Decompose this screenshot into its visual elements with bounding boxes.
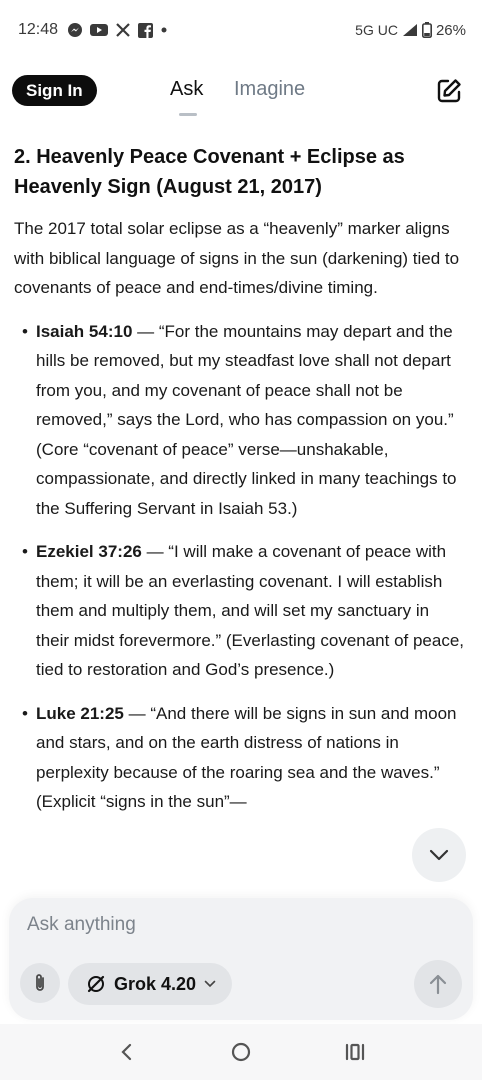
status-time: 12:48 <box>18 21 59 38</box>
dot-icon <box>160 26 168 34</box>
bullet-dot: • <box>22 542 28 561</box>
compose-icon[interactable] <box>435 77 463 105</box>
scroll-down-button[interactable] <box>412 828 466 882</box>
chat-response <box>14 140 466 896</box>
ask-input[interactable] <box>27 910 447 940</box>
paperclip-icon <box>31 972 49 994</box>
verse-text: — “I will make a covenant of peace with them; it will be an everlasting covenant. I will establish them and multiply them, and will set my sanctuary in their midst forevermore.” (Everlasting covenant of peace, tied to restoration and God’s presence.) <box>36 542 465 679</box>
verse-reference: Luke 21:25 <box>36 703 124 723</box>
bullet-dot: • <box>22 703 28 723</box>
status-right <box>355 22 466 39</box>
list-item <box>14 537 466 685</box>
send-button[interactable] <box>414 960 462 1008</box>
messenger-icon <box>67 22 83 38</box>
arrow-up-icon <box>428 973 448 995</box>
home-circle-icon <box>230 1041 252 1063</box>
grok-logo-icon <box>86 974 106 994</box>
network-type: 5G UC <box>355 22 398 38</box>
list-item <box>14 699 466 817</box>
list-item <box>14 317 466 524</box>
tab-imagine[interactable]: Imagine <box>234 78 306 100</box>
verse-reference: Ezekiel 37:26 <box>36 542 142 561</box>
battery-percent: 26% <box>435 21 466 39</box>
bullet-dot: • <box>22 321 28 341</box>
system-nav-bar <box>0 1024 482 1080</box>
bullet-text <box>36 317 466 524</box>
status-left <box>18 21 168 39</box>
app-bar <box>0 68 482 120</box>
back-chevron-icon <box>120 1042 134 1062</box>
youtube-icon <box>90 23 108 37</box>
model-selector[interactable] <box>68 963 232 1005</box>
composer <box>9 898 473 1020</box>
nav-recents-button[interactable] <box>335 1032 375 1072</box>
verse-text: — “And there will be signs in sun and moon and stars, and on the earth distress of nations in perplexity because of the roaring sea and the waves.” (Explicit “signs in the sun”— <box>36 703 457 811</box>
recents-icon <box>344 1042 366 1062</box>
section-title: 2. Heavenly Peace Covenant + Eclipse as Heavenly Sign (August 21, 2017) <box>14 146 405 198</box>
sign-in-button[interactable]: Sign In <box>12 75 97 106</box>
status-bar <box>0 0 482 60</box>
active-tab-indicator <box>179 113 197 116</box>
bullet-text <box>36 537 466 685</box>
intro-paragraph: The 2017 total solar eclipse as a “heavenly” marker aligns with biblical language of signs in the sun (darkening) tied to covenants of peace and end-times/divine timing. <box>14 219 460 297</box>
facebook-icon <box>138 23 153 38</box>
chevron-down-icon <box>204 980 216 988</box>
tab-ask[interactable]: Ask <box>170 78 204 100</box>
model-label: Grok 4.20 <box>114 973 197 994</box>
signal-icon <box>402 23 418 37</box>
nav-back-button[interactable] <box>107 1032 147 1072</box>
attach-button[interactable] <box>20 963 60 1003</box>
chevron-down-icon <box>428 848 450 862</box>
verse-list <box>14 317 466 817</box>
nav-home-button[interactable] <box>221 1032 261 1072</box>
bullet-text <box>36 699 466 817</box>
verse-text: — “For the mountains may depart and the hills be removed, but my steadfast love shall not depart from you, and my covenant of peace shall not be removed,” says the Lord, who has compassion on you.” (Core “covenant of peace” verse—unshakable, compassionate, and directly linked in many teachings to the Suffering Servant in Isaiah 53.) <box>36 321 457 518</box>
battery-icon <box>422 22 432 38</box>
x-icon <box>115 22 131 38</box>
verse-reference: Isaiah 54:10 <box>36 321 133 341</box>
